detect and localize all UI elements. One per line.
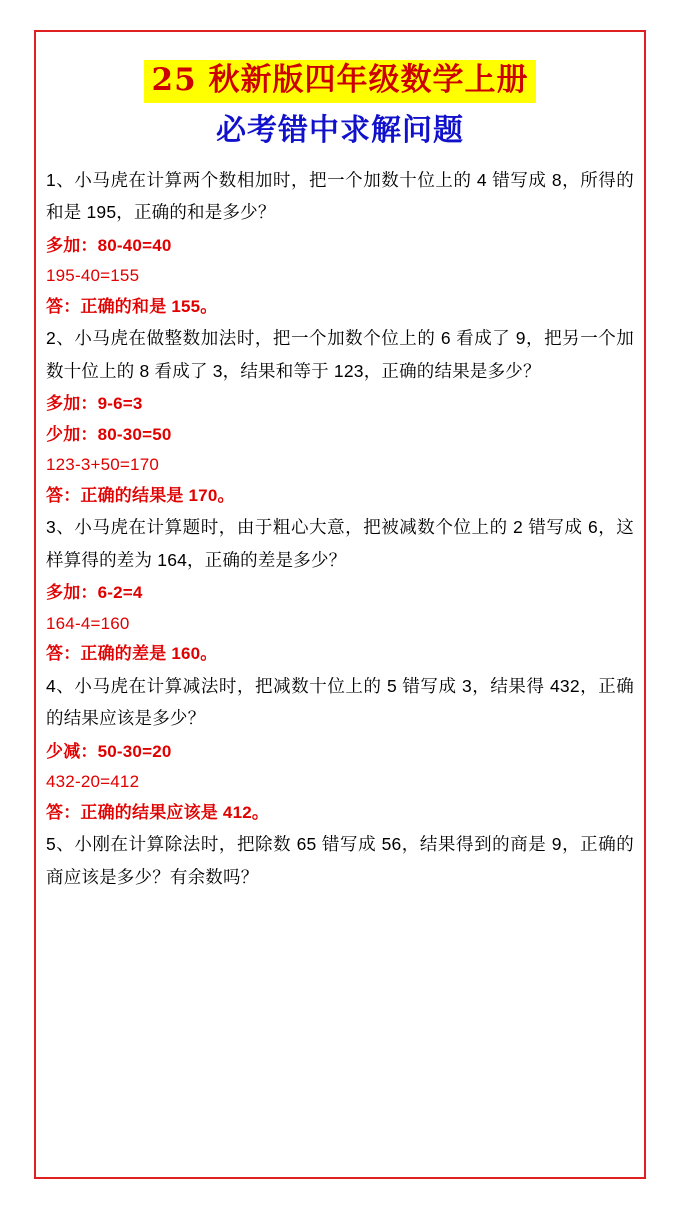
answer-line: 答：正确的差是 160。	[46, 644, 218, 664]
answer-line: 少加：80-30=50	[46, 424, 172, 444]
problem-question: 1、小马虎在计算两个数相加时，把一个加数十位上的 4 错写成 8，所得的和是 195，正确的和是多少？	[46, 169, 634, 223]
answer-line: 432-20=412	[46, 772, 140, 792]
problem-question: 3、小马虎在计算题时，由于粗心大意，把被减数个位上的 2 错写成 6，这样算得的差为 164，正确的差是多少？	[46, 517, 634, 570]
answer-line: 答：正确的和是 155。	[46, 296, 218, 316]
title-block	[46, 60, 634, 150]
answer-line: 195-40=155	[46, 266, 140, 286]
problem-list	[46, 164, 634, 893]
answer-line: 答：正确的结果是 170。	[46, 485, 235, 505]
page-subtitle: 必考错中求解问题	[216, 112, 464, 148]
problem-question: 2、小马虎在做整数加法时，把一个加数个位上的 6 看成了 9，把另一个加数十位上的 8 看成了 3，结果和等于 123，正确的结果是多少？	[46, 328, 634, 381]
page-title: 25 秋新版四年级数学上册	[144, 60, 537, 103]
answer-line: 多加：6-2=4	[46, 583, 143, 603]
problem-question: 4、小马虎在计算减法时，把减数十位上的 5 错写成 3，结果得 432，正确的结果应该是多少？	[46, 675, 634, 729]
problem-question: 5、小刚在计算除法时，把除数 65 错写成 56，结果得到的商是 9，正确的商应该是多少？有余数吗？	[46, 834, 634, 887]
answer-line: 123-3+50=170	[46, 455, 160, 475]
answer-line: 多加：80-40=40	[46, 235, 172, 255]
answer-line: 164-4=160	[46, 613, 130, 633]
page-content	[20, 28, 660, 905]
answer-line: 多加：9-6=3	[46, 394, 143, 414]
answer-line: 答：正确的结果应该是 412。	[46, 802, 270, 822]
answer-line: 少减：50-30=20	[46, 741, 172, 761]
